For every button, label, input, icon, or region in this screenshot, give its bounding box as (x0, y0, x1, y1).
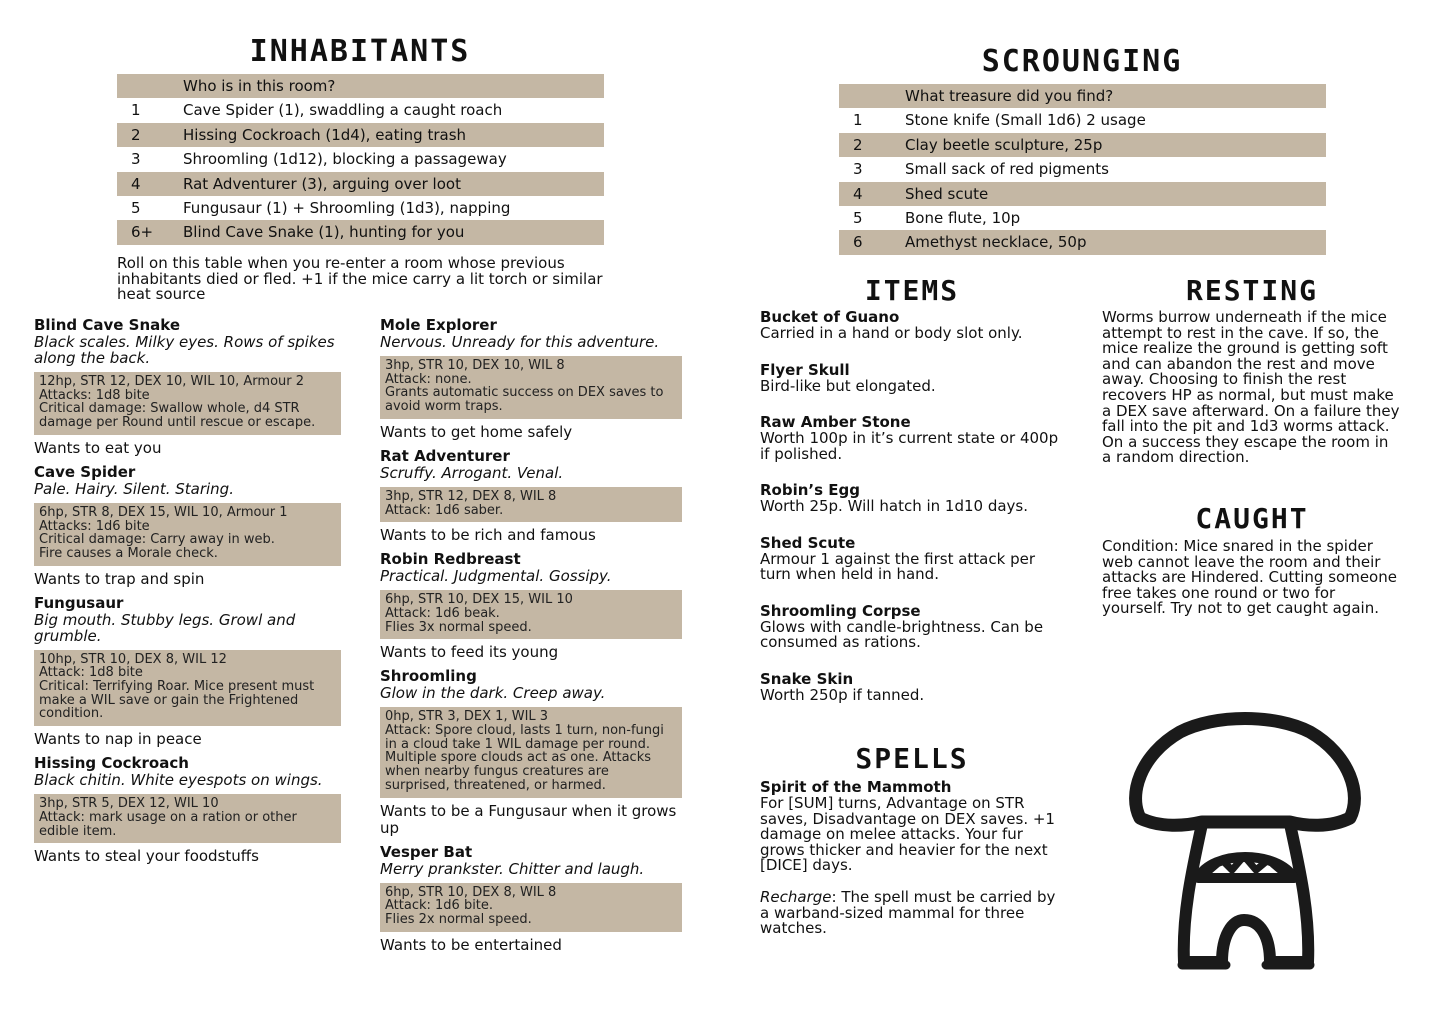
table-header: Who is in this room? (183, 74, 604, 98)
result-cell: Shroomling (1d12), blocking a passageway (183, 150, 507, 169)
stat-line: Attack: 1d6 saber. (385, 502, 504, 518)
stat-block (34, 503, 341, 566)
creature-want: Wants to trap and spin (34, 569, 205, 588)
creature-block (34, 316, 341, 457)
stat-block (380, 487, 682, 522)
stat-line: 6hp, STR 10, DEX 8, WIL 8 (385, 884, 557, 900)
list-item (760, 534, 1064, 583)
scrounging-table (839, 84, 1326, 255)
roll-cell: 6+ (117, 220, 183, 244)
table-row (117, 123, 604, 147)
stat-line: Flies 3x normal speed. (385, 619, 532, 635)
spell-desc: For [SUM] turns, Advantage on STR saves, Disadvantage on DEX saves. +1 damage on melee attacks. Your fur grows thicker and heavier for the next [DICE] days. (760, 794, 1055, 875)
item-name: Raw Amber Stone (760, 413, 911, 431)
roll-cell: 4 (839, 182, 905, 206)
stat-line: Critical damage: Swallow whole, d4 STR damage per Round until rescue or escape. (39, 401, 316, 431)
stat-line: 3hp, STR 5, DEX 12, WIL 10 (39, 796, 219, 812)
roll-cell: 6 (839, 230, 905, 254)
creature-want: Wants to get home safely (380, 422, 573, 441)
stat-block (34, 650, 341, 727)
table-header-row (117, 74, 604, 98)
creatures-left-column (34, 310, 341, 865)
stat-block (380, 356, 682, 419)
item-desc: Worth 250p if tanned. (760, 685, 925, 704)
roll-cell: 4 (117, 172, 183, 196)
creature-want: Wants to eat you (34, 438, 162, 457)
creature-name: Hissing Cockroach (34, 754, 189, 773)
stat-line: 6hp, STR 8, DEX 15, WIL 10, Armour 1 (39, 504, 288, 520)
result-cell: Blind Cave Snake (1), hunting for you (183, 220, 604, 244)
stat-line: 0hp, STR 3, DEX 1, WIL 3 (385, 709, 549, 725)
result-cell: Small sack of red pigments (905, 160, 1109, 179)
creature-name: Cave Spider (34, 462, 136, 481)
mushroom-house-icon (1110, 700, 1380, 980)
result-cell: Stone knife (Small 1d6) 2 usage (905, 111, 1146, 130)
table-row (839, 182, 1326, 206)
creature-want: Wants to be a Fungusaur when it grows up (380, 801, 677, 837)
stat-line: Fire causes a Morale check. (39, 545, 218, 561)
stat-block (380, 590, 682, 639)
table-row (839, 157, 1326, 181)
table-row (839, 108, 1326, 132)
resting-text: Worms burrow underneath if the mice attempt to rest in the cave. If so, the mice realize the ground is getting soft and can abandon the rest and move away. Choosing to finish the rest recovers HP as normal, but must make a DEX save afterward. On a failure they fall into the pit and 1d3 worms attack. On a success they escape the room in a random direction. (1102, 308, 1400, 467)
creature-desc: Big mouth. Stubby legs. Growl and grumble. (34, 610, 296, 645)
result-cell: Shed scute (905, 182, 1326, 206)
spells-title: SPELLS (855, 742, 969, 775)
item-desc: Glows with candle-brightness. Can be consumed as rations. (760, 617, 1044, 651)
roll-cell: 3 (131, 150, 141, 169)
creature-desc: Glow in the dark. Creep away. (380, 684, 606, 703)
stat-line: 3hp, STR 10, DEX 10, WIL 8 (385, 358, 565, 373)
list-item (760, 602, 1064, 651)
item-desc: Carried in a hand or body slot only. (760, 324, 1023, 342)
recharge-text: : The spell must be carried by a warband-sized mammal for three watches. (760, 887, 1056, 938)
result-cell: Rat Adventurer (3), arguing over loot (183, 172, 604, 196)
table-row (117, 172, 604, 196)
table-row (839, 206, 1326, 230)
stat-line: Attack: 1d6 beak. (385, 605, 500, 621)
stat-line: Critical: Terrifying Roar. Mice present must make a WIL save or gain the Frightened condition. (39, 679, 315, 722)
stat-line: Attack: 1d6 bite. (385, 898, 494, 914)
result-cell: Amethyst necklace, 50p (905, 230, 1326, 254)
table-row (839, 230, 1326, 254)
spell-name: Spirit of the Mammoth (760, 778, 952, 796)
roll-cell: 1 (131, 101, 141, 120)
result-cell: Bone flute, 10p (905, 209, 1021, 228)
creature-desc: Black scales. Milky eyes. Rows of spikes along the back. (34, 333, 335, 367)
creature-name: Fungusaur (34, 593, 124, 612)
resting-title: RESTING (1185, 274, 1318, 307)
list-item (760, 361, 1064, 395)
item-desc: Worth 100p in it’s current state or 400p if polished. (760, 429, 1059, 463)
creature-desc: Nervous. Unready for this adventure. (380, 333, 660, 351)
table-row (117, 147, 604, 171)
creature-want: Wants to feed its young (380, 643, 559, 662)
creature-name: Shroomling (380, 667, 477, 686)
items-title: ITEMS (864, 274, 960, 307)
list-item (760, 413, 1064, 462)
stat-block (34, 372, 341, 435)
creature-block (380, 447, 682, 544)
stat-line: Attack: mark usage on a ration or other edible item. (39, 809, 297, 839)
creature-want: Wants to nap in peace (34, 730, 202, 749)
roll-cell: 2 (839, 133, 905, 157)
list-item (760, 481, 1064, 515)
creature-name: Blind Cave Snake (34, 316, 181, 334)
table-row (117, 196, 604, 220)
list-item (760, 670, 1064, 704)
creature-desc: Pale. Hairy. Silent. Staring. (34, 479, 234, 498)
items-list (760, 308, 1064, 722)
caught-text: Condition: Mice snared in the spider web cannot leave the room and their attacks are Hindered. Cutting someone free takes one round or two for yourself. Try not to get caught again. (1102, 537, 1397, 618)
creature-block (34, 594, 341, 749)
spell-recharge (760, 887, 1064, 938)
creature-name: Mole Explorer (380, 316, 497, 334)
table-row (839, 133, 1326, 157)
item-name: Shroomling Corpse (760, 601, 921, 620)
item-name: Bucket of Guano (760, 308, 900, 326)
creature-block (380, 667, 682, 836)
creature-want: Wants to steal your foodstuffs (34, 847, 259, 866)
stat-line: 3hp, STR 12, DEX 8, WIL 8 (385, 488, 557, 504)
result-cell: Hissing Cockroach (1d4), eating trash (183, 123, 604, 147)
scrounging-title: SCROUNGING (981, 44, 1183, 79)
item-desc: Armour 1 against the first attack per turn when held in hand. (760, 549, 1035, 583)
recharge-label: Recharge (760, 887, 832, 906)
creature-name: Robin Redbreast (380, 550, 521, 569)
item-name: Flyer Skull (760, 360, 850, 379)
stat-line: Attacks: 1d6 bite (39, 518, 150, 534)
list-item (760, 308, 1064, 342)
stat-line: 12hp, STR 12, DEX 10, WIL 10, Armour 2 (39, 374, 305, 389)
stat-line: Attacks: 1d8 bite (39, 387, 150, 403)
creature-desc: Black chitin. White eyespots on wings. (34, 771, 323, 790)
table-header-row (839, 84, 1326, 108)
table-header: What treasure did you find? (905, 84, 1326, 108)
creature-name: Rat Adventurer (380, 446, 510, 465)
roll-cell: 1 (853, 111, 863, 130)
creature-want: Wants to be entertained (380, 935, 562, 954)
item-name: Snake Skin (760, 669, 854, 688)
stat-line: 10hp, STR 10, DEX 8, WIL 12 (39, 651, 227, 667)
roll-cell: 5 (853, 209, 863, 228)
stat-line: 6hp, STR 10, DEX 15, WIL 10 (385, 592, 573, 608)
creature-block (34, 463, 341, 588)
creature-desc: Practical. Judgmental. Gossipy. (380, 567, 612, 586)
inhabitants-note: Roll on this table when you re-enter a room whose previous inhabitants died or fled. +1 if the mice carry a lit torch or similar heat source (117, 254, 603, 303)
stat-block (380, 707, 682, 797)
inhabitants-title: INHABITANTS (249, 34, 471, 69)
table-row (117, 220, 604, 244)
creature-desc: Scruffy. Arrogant. Venal. (380, 463, 564, 482)
creature-block (380, 550, 682, 661)
stat-line: Critical damage: Carry away in web. (39, 532, 275, 548)
caught-title: CAUGHT (1195, 502, 1309, 535)
creature-name: Vesper Bat (380, 842, 473, 861)
creature-desc: Merry prankster. Chitter and laugh. (380, 859, 645, 878)
stat-line: Attack: 1d8 bite (39, 665, 143, 681)
spells-section (760, 778, 1064, 937)
creature-block (380, 843, 682, 954)
creature-block (34, 754, 341, 865)
stat-line: Attack: none. (385, 371, 472, 387)
result-cell: Fungusaur (1) + Shroomling (1d3), napping (183, 199, 511, 218)
creatures-mid-column (380, 310, 682, 954)
item-name: Shed Scute (760, 533, 856, 552)
stat-block (380, 883, 682, 932)
roll-cell: 5 (131, 199, 141, 218)
item-desc: Bird-like but elongated. (760, 376, 936, 395)
result-cell: Clay beetle sculpture, 25p (905, 133, 1326, 157)
stat-block (34, 794, 341, 843)
stat-line: Attack: Spore cloud, lasts 1 turn, non-fungi in a cloud take 1 WIL damage per round. Multiple spore clouds act as one. Attacks when nearby fungus creatures are surprised, threatened, or harmed. (385, 723, 664, 793)
item-desc: Worth 25p. Will hatch in 1d10 days. (760, 497, 1029, 515)
stat-line: Grants automatic success on DEX saves to avoid worm traps. (385, 385, 664, 415)
table-row (117, 98, 604, 122)
creature-block (380, 316, 682, 441)
item-name: Robin’s Egg (760, 481, 860, 499)
roll-cell: 3 (853, 160, 863, 179)
creature-want: Wants to be rich and famous (380, 526, 596, 545)
result-cell: Cave Spider (1), swaddling a caught roach (183, 101, 503, 120)
inhabitants-table (117, 74, 604, 245)
stat-line: Flies 2x normal speed. (385, 911, 532, 927)
roll-cell: 2 (117, 123, 183, 147)
